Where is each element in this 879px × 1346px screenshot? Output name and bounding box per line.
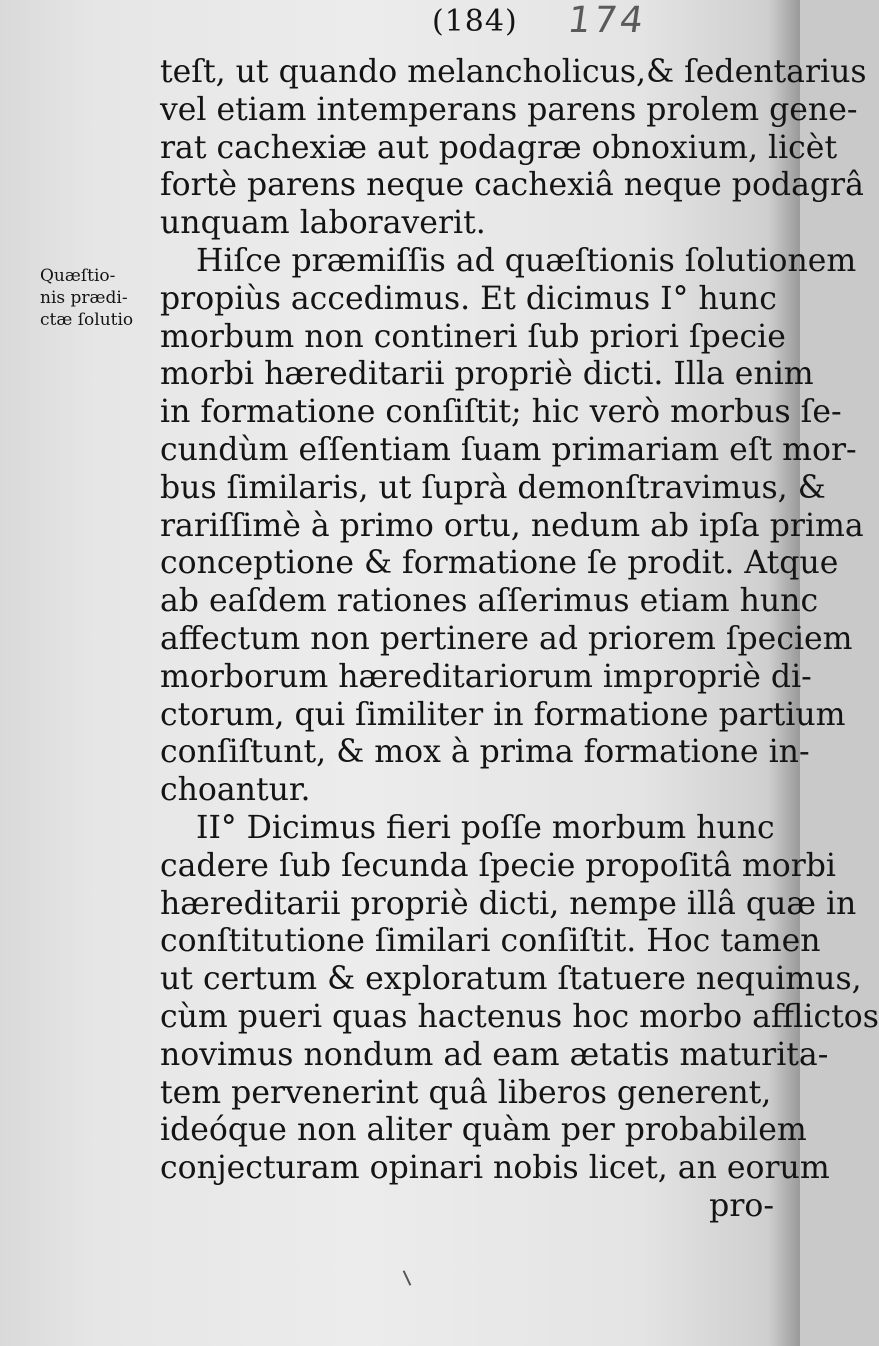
text-line: cadere ſub ſecunda ſpecie propoſitâ morbi <box>160 847 837 884</box>
text-line: conſtitutione ſimilari conſiſtit. Hoc tamen <box>160 923 821 960</box>
text-line: ab eaſdem rationes aſſerimus etiam hunc <box>160 583 819 620</box>
body-text <box>160 54 879 1226</box>
text-line: cùm pueri quas hactenus hoc morbo afflictos <box>160 998 879 1035</box>
margin-note-line: Quæſtio- <box>40 266 116 286</box>
text-line: unquam laboraverit. <box>160 205 486 242</box>
text-line: bus ſimilaris, ut ſuprà demonſtravimus, & <box>160 469 826 506</box>
margin-note-line: ctæ ſolutio <box>40 310 134 330</box>
page-number: (184) <box>432 4 518 39</box>
text-line: propiùs accedimus. Et dicimus I° hunc <box>160 280 777 317</box>
text-line: rat cachexiæ aut podagræ obnoxium, licèt <box>160 129 838 166</box>
text-line: ideóque non aliter quàm per probabilem <box>160 1112 807 1149</box>
text-line: conſiſtunt, & mox à prima formatione in- <box>160 734 810 771</box>
margin-note-line: nis prædi- <box>40 288 128 308</box>
handwritten-folio-number: 174 <box>565 0 649 41</box>
paragraph-start-line: II° Dicimus fieri poſſe morbum hunc <box>196 809 775 846</box>
text-line: cundùm eſſentiam ſuam primariam eſt mor- <box>160 431 857 468</box>
text-line: choantur. <box>160 772 311 809</box>
text-line: novimus nondum ad eam ætatis maturita- <box>160 1036 829 1073</box>
text-line: rariſſimè à primo ortu, nedum ab ipſa prima <box>160 507 864 544</box>
text-line: hæreditarii propriè dicti, nempe illâ quæ in <box>160 885 857 922</box>
text-line: morbi hæreditarii propriè dicti. Illa enim <box>160 356 814 393</box>
margin-note <box>40 265 160 331</box>
text-line: affectum non pertinere ad priorem ſpeciem <box>160 620 853 657</box>
catchword: pro- <box>709 1187 774 1224</box>
text-line: morbum non contineri ſub priori ſpecie <box>160 318 786 355</box>
ink-mark <box>403 1270 412 1285</box>
text-line: vel etiam intemperans parens prolem gene- <box>160 91 858 128</box>
text-line: ut certum & exploratum ſtatuere nequimus, <box>160 961 862 998</box>
text-line: conjecturam opinari nobis licet, an eorum <box>160 1150 830 1187</box>
text-line: fortè parens neque cachexiâ neque podagrâ <box>160 167 864 204</box>
text-line: teſt, ut quando melancholicus,& ſedentarius <box>160 54 867 90</box>
text-line: ctorum, qui ſimiliter in formatione partium <box>160 696 846 733</box>
text-line: conceptione & formatione ſe prodit. Atque <box>160 545 839 582</box>
text-line: tem pervenerint quâ liberos generent, <box>160 1074 772 1111</box>
text-line: morborum hæreditariorum impropriè di- <box>160 658 812 695</box>
text-line: in formatione conſiſtit; hic verò morbus ſe- <box>160 394 842 431</box>
paragraph-start-line: Hiſce præmiſſis ad quæſtionis ſolutionem <box>196 242 857 279</box>
